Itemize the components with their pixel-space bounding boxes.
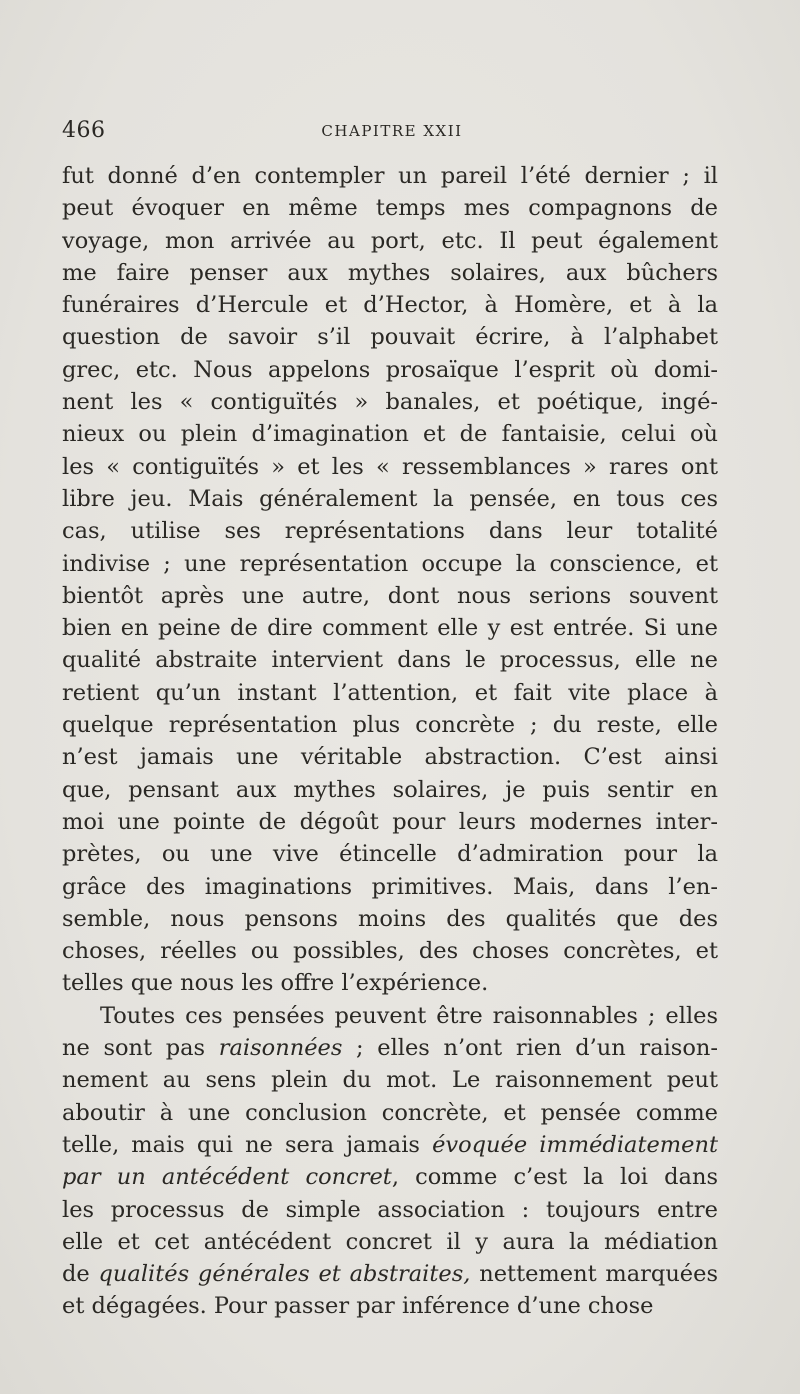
text-line: [62, 483, 718, 515]
paragraph: [62, 1000, 718, 1323]
text-line: [62, 418, 718, 450]
text-segment: qualité abstraite intervient dans le processus, elle ne: [62, 647, 718, 674]
text-segment: Toutes ces pensées peuvent être raisonnables ; elles: [100, 1002, 718, 1029]
body-text: [62, 160, 718, 1323]
text-segment: grâce des imaginations primitives. Mais, dans l’en-: [62, 873, 718, 900]
text-line: [62, 806, 718, 838]
text-line: [62, 1032, 718, 1064]
text-segment: aboutir à une conclusion concrète, et pensée comme: [62, 1099, 718, 1126]
text-line: [62, 1129, 718, 1161]
text-line: [62, 192, 718, 224]
text-line: [62, 548, 718, 580]
text-segment: prètes, ou une vive étincelle d’admiration pour la: [62, 841, 718, 868]
italic-text: qualités générales et abstraites,: [98, 1261, 471, 1288]
text-line: [62, 321, 718, 353]
text-segment: fut donné d’en contempler un pareil l’été dernier ; il: [62, 163, 718, 189]
text-segment: retient qu’un instant l’attention, et fait vite place à: [62, 679, 718, 706]
text-line: [62, 257, 718, 289]
text-line: [62, 644, 718, 676]
text-line: [62, 709, 718, 741]
running-head: CHAPITRE XXII: [321, 122, 463, 140]
text-line: [62, 1194, 718, 1226]
text-segment: semble, nous pensons moins des qualités que des: [62, 905, 718, 932]
text-segment: les « contiguïtés » et les « ressemblances » rares ont: [62, 453, 718, 480]
italic-text: raisonnées: [218, 1035, 343, 1062]
text-segment: peut évoquer en même temps mes compagnons de: [62, 195, 718, 222]
text-segment: nement au sens plein du mot. Le raisonnement peut: [62, 1067, 718, 1094]
text-segment: question de savoir s’il pouvait écrire, à l’alphabet: [62, 324, 718, 351]
text-segment: bientôt après une autre, dont nous serions souvent: [62, 582, 718, 609]
text-line: [62, 967, 718, 999]
text-line: [62, 935, 718, 967]
text-line: [62, 225, 718, 257]
text-segment: moi une pointe de dégoût pour leurs modernes inter-: [62, 808, 718, 835]
text-segment: nent les « contiguïtés » banales, et poétique, ingé-: [62, 389, 718, 416]
italic-text: évoquée immédiatement: [432, 1131, 718, 1158]
text-segment: ; elles n’ont rien d’un raison-: [342, 1035, 718, 1062]
text-line: [62, 515, 718, 547]
text-line: [62, 451, 718, 483]
text-line: [62, 677, 718, 709]
text-line: [62, 774, 718, 806]
text-segment: indivise ; une représentation occupe la conscience, et: [62, 550, 718, 577]
text-line: [62, 612, 718, 644]
text-line: [62, 1000, 718, 1032]
text-segment: que, pensant aux mythes solaires, je puis sentir en: [62, 776, 718, 803]
paragraph: [62, 160, 718, 1000]
text-line: [62, 1064, 718, 1096]
text-segment: de: [62, 1261, 99, 1288]
text-line: [62, 1097, 718, 1129]
text-segment: grec, etc. Nous appelons prosaïque l’esprit où domi-: [62, 356, 718, 383]
text-segment: me faire penser aux mythes solaires, aux bûchers: [62, 259, 718, 286]
text-segment: ne sont pas: [62, 1035, 219, 1062]
text-segment: les processus de simple association : toujours entre: [62, 1196, 718, 1223]
text-line: [62, 903, 718, 935]
text-segment: cas, utilise ses représentations dans leur totalité: [62, 518, 718, 545]
text-line: [62, 160, 718, 192]
text-segment: bien en peine de dire comment elle y est entrée. Si une: [62, 615, 718, 642]
text-segment: et dégagées. Pour passer par inférence d’une chose: [62, 1293, 654, 1320]
text-line: [62, 741, 718, 773]
text-line: [62, 1226, 718, 1258]
text-segment: n’est jamais une véritable abstraction. C’est ainsi: [62, 744, 718, 771]
text-line: [62, 1161, 718, 1193]
italic-text: par un antécédent concret: [62, 1164, 392, 1191]
text-line: [62, 871, 718, 903]
text-segment: voyage, mon arrivée au port, etc. Il peut également: [62, 227, 718, 254]
text-segment: telle, mais qui ne sera jamais: [62, 1131, 433, 1158]
page-header: [62, 118, 722, 148]
text-line: [62, 1258, 718, 1290]
text-segment: elle et cet antécédent concret il y aura la médiation: [62, 1228, 718, 1255]
text-segment: nieux ou plein d’imagination et de fantaisie, celui où: [62, 421, 718, 448]
text-line: [62, 1290, 718, 1322]
text-segment: choses, réelles ou possibles, des choses concrètes, et: [62, 938, 718, 965]
text-line: [62, 386, 718, 418]
text-line: [62, 580, 718, 612]
text-segment: quelque représentation plus concrète ; du reste, elle: [62, 712, 718, 739]
text-segment: nettement marquées: [470, 1261, 718, 1288]
text-line: [62, 838, 718, 870]
text-segment: telles que nous les offre l’expérience.: [62, 970, 489, 997]
text-line: [62, 289, 718, 321]
text-segment: funéraires d’Hercule et d’Hector, à Homère, et à la: [62, 292, 718, 319]
page-number: 466: [62, 118, 106, 143]
text-segment: , comme c’est la loi dans: [391, 1164, 718, 1191]
text-line: [62, 354, 718, 386]
text-segment: libre jeu. Mais généralement la pensée, en tous ces: [62, 485, 718, 512]
